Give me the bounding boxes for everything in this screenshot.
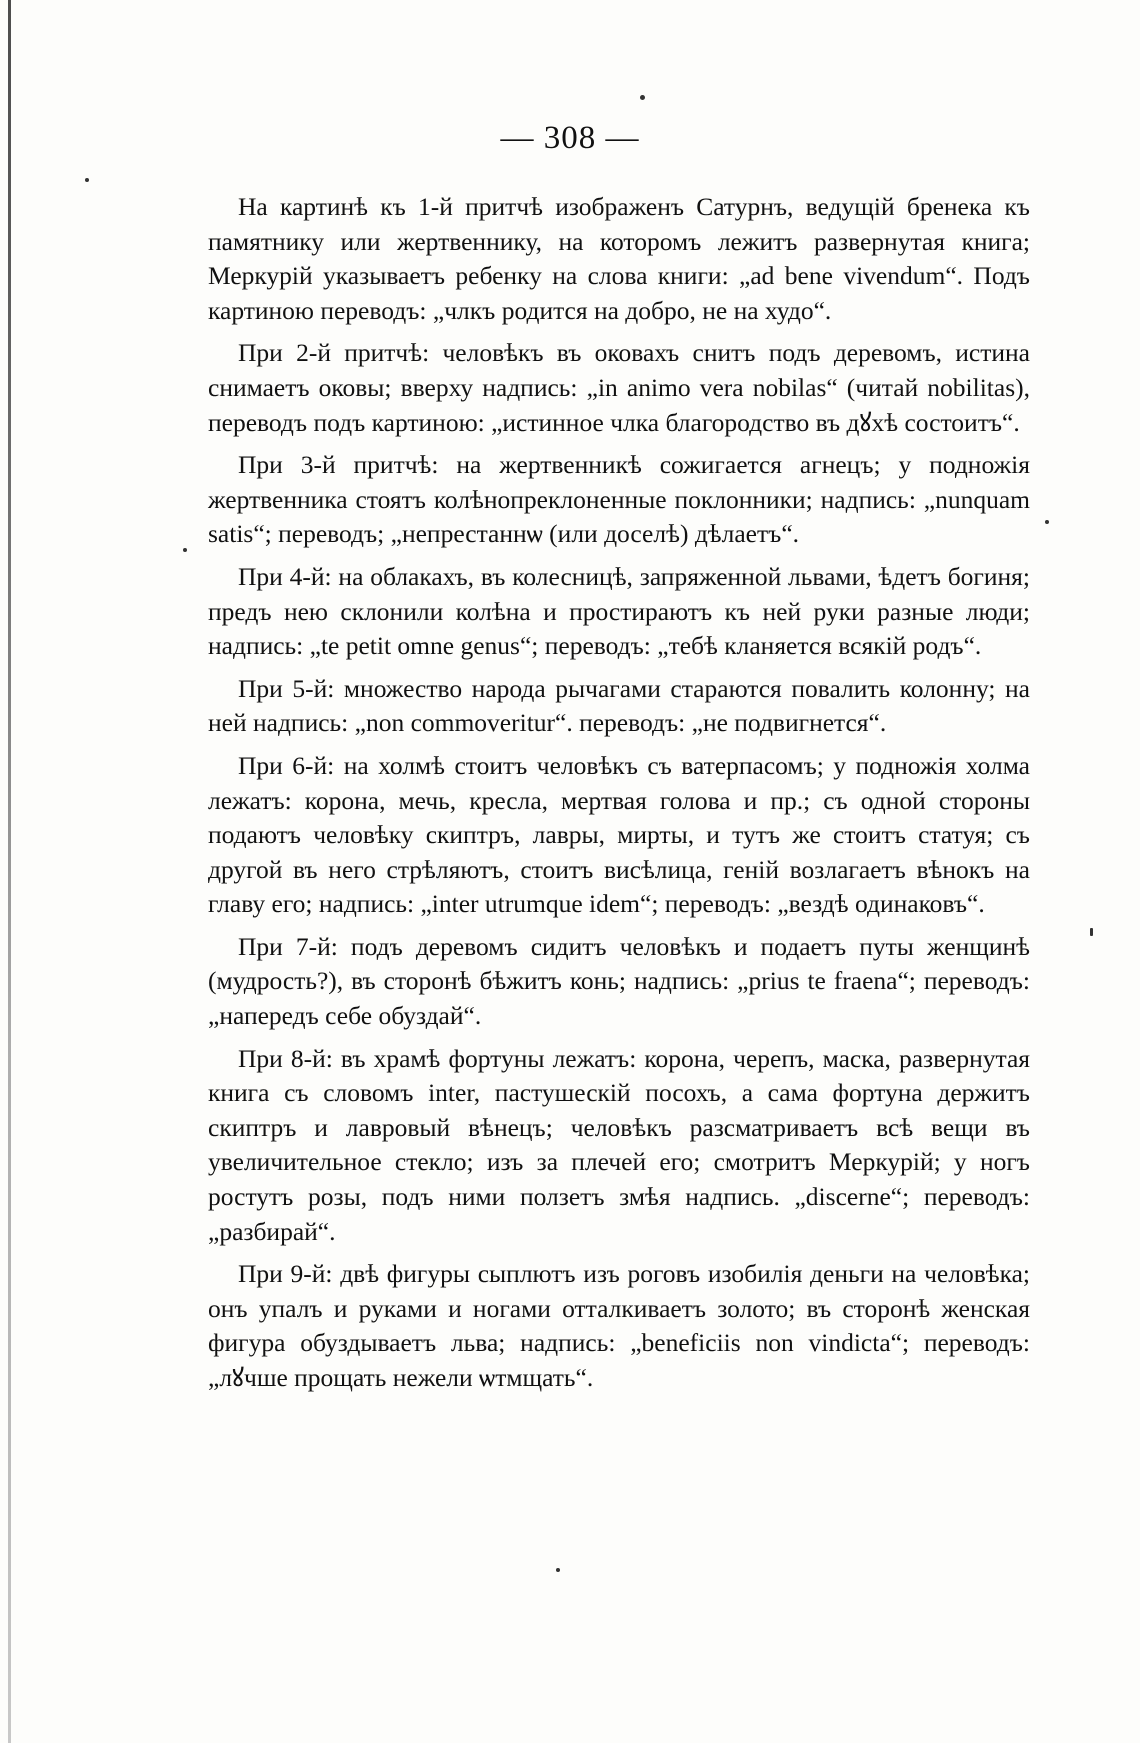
paragraph-5: При 5-й: множество народа рычагами стараются повалить колонну; на ней надпись: „non commoveritur“. переводъ: „не подвигнется“.	[208, 673, 1030, 738]
paragraph-7: При 7-й: подъ деревомъ сидитъ человѣкъ и подаетъ путы женщинѣ (мудрость?), въ сторонѣ бѣжитъ конь; надпись: „prius te fraena“; переводъ: „напередъ себе обуздай“.	[208, 931, 1030, 1031]
paragraph-4: При 4-й: на облакахъ, въ колесницѣ, запряженной львами, ѣдетъ богиня; предъ нею склонили колѣна и простираютъ къ ней руки разные люди; надпись: „te petit omne genus“; переводъ: „тебѣ кланяется всякій родъ“.	[208, 561, 1030, 661]
print-speck	[556, 1568, 560, 1572]
print-speck	[640, 95, 645, 100]
page-edge-shadow	[8, 0, 11, 1743]
paragraph-1: На картинѣ къ 1-й притчѣ изображенъ Сатурнъ, ведущій бренека къ памятнику или жертвеннику, на которомъ лежитъ развернутая книга; Меркурій указываетъ ребенку на слова книги: „ad bene vivendum“. Подъ картиною переводъ: „члкъ родится на добро, не на худо“.	[208, 192, 1030, 325]
print-speck	[1090, 928, 1093, 936]
paragraph-8: При 8-й: въ храмѣ фортуны лежатъ: корона, черепъ, маска, развернутая книга съ словомъ inter, пастушескій посохъ, а сама фортуна держитъ скиптръ и лавровый вѣнецъ; человѣкъ разсматриваетъ всѣ вещи въ увеличительное стекло; изъ за плечей его; смотритъ Меркурій; у ногъ ростутъ розы, подъ ними ползетъ змѣя надпись. „discerne“; переводъ: „разбирай“.	[208, 1043, 1030, 1246]
page-number: — 308 —	[500, 120, 640, 156]
paragraph-2: При 2-й притчѣ: человѣкъ въ оковахъ снитъ подъ деревомъ, истина снимаетъ оковы; вверху надпись: „in animo vera nobilas“ (читай nobilitas), переводъ подъ картиною: „истинное члка благородство въ дꙋхѣ состоитъ“.	[208, 338, 1030, 437]
paragraph-9: При 9-й: двѣ фигуры сыплютъ изъ роговъ изобилія деньги на человѣка; онъ упалъ и руками и ногами отталкиваетъ золото; въ сторонѣ женская фигура обуздываетъ льва; надпись: „beneficiis non vindicta“; переводъ: „лꙋчше прощать нежели ѡтмщать“.	[208, 1259, 1030, 1392]
paragraph-3: При 3-й притчѣ: на жертвенникѣ сожигается агнецъ; у подножія жертвенника стоятъ колѣнопреклоненные поклонники; надпись: „nunquam satis“; переводъ; „непрестаннѡ (или доселѣ) дѣлаетъ“.	[208, 450, 1030, 549]
body-text	[208, 190, 1030, 1404]
print-speck	[85, 178, 89, 182]
paragraph-6: При 6-й: на холмѣ стоитъ человѣкъ съ ватерпасомъ; у подножія холма лежатъ: корона, мечь, кресла, мертвая голова и пр.; съ одной стороны подаютъ человѣку скиптръ, лавры, мирты, и тутъ же стоитъ статуя; съ другой въ него стрѣляютъ, стоитъ висѣлица, геній возлагаетъ вѣнокъ на главу его; надпись: „inter utrumque idem“; переводъ: „вездѣ одинаковъ“.	[208, 750, 1030, 919]
print-speck	[183, 548, 187, 552]
print-speck	[1045, 520, 1049, 524]
